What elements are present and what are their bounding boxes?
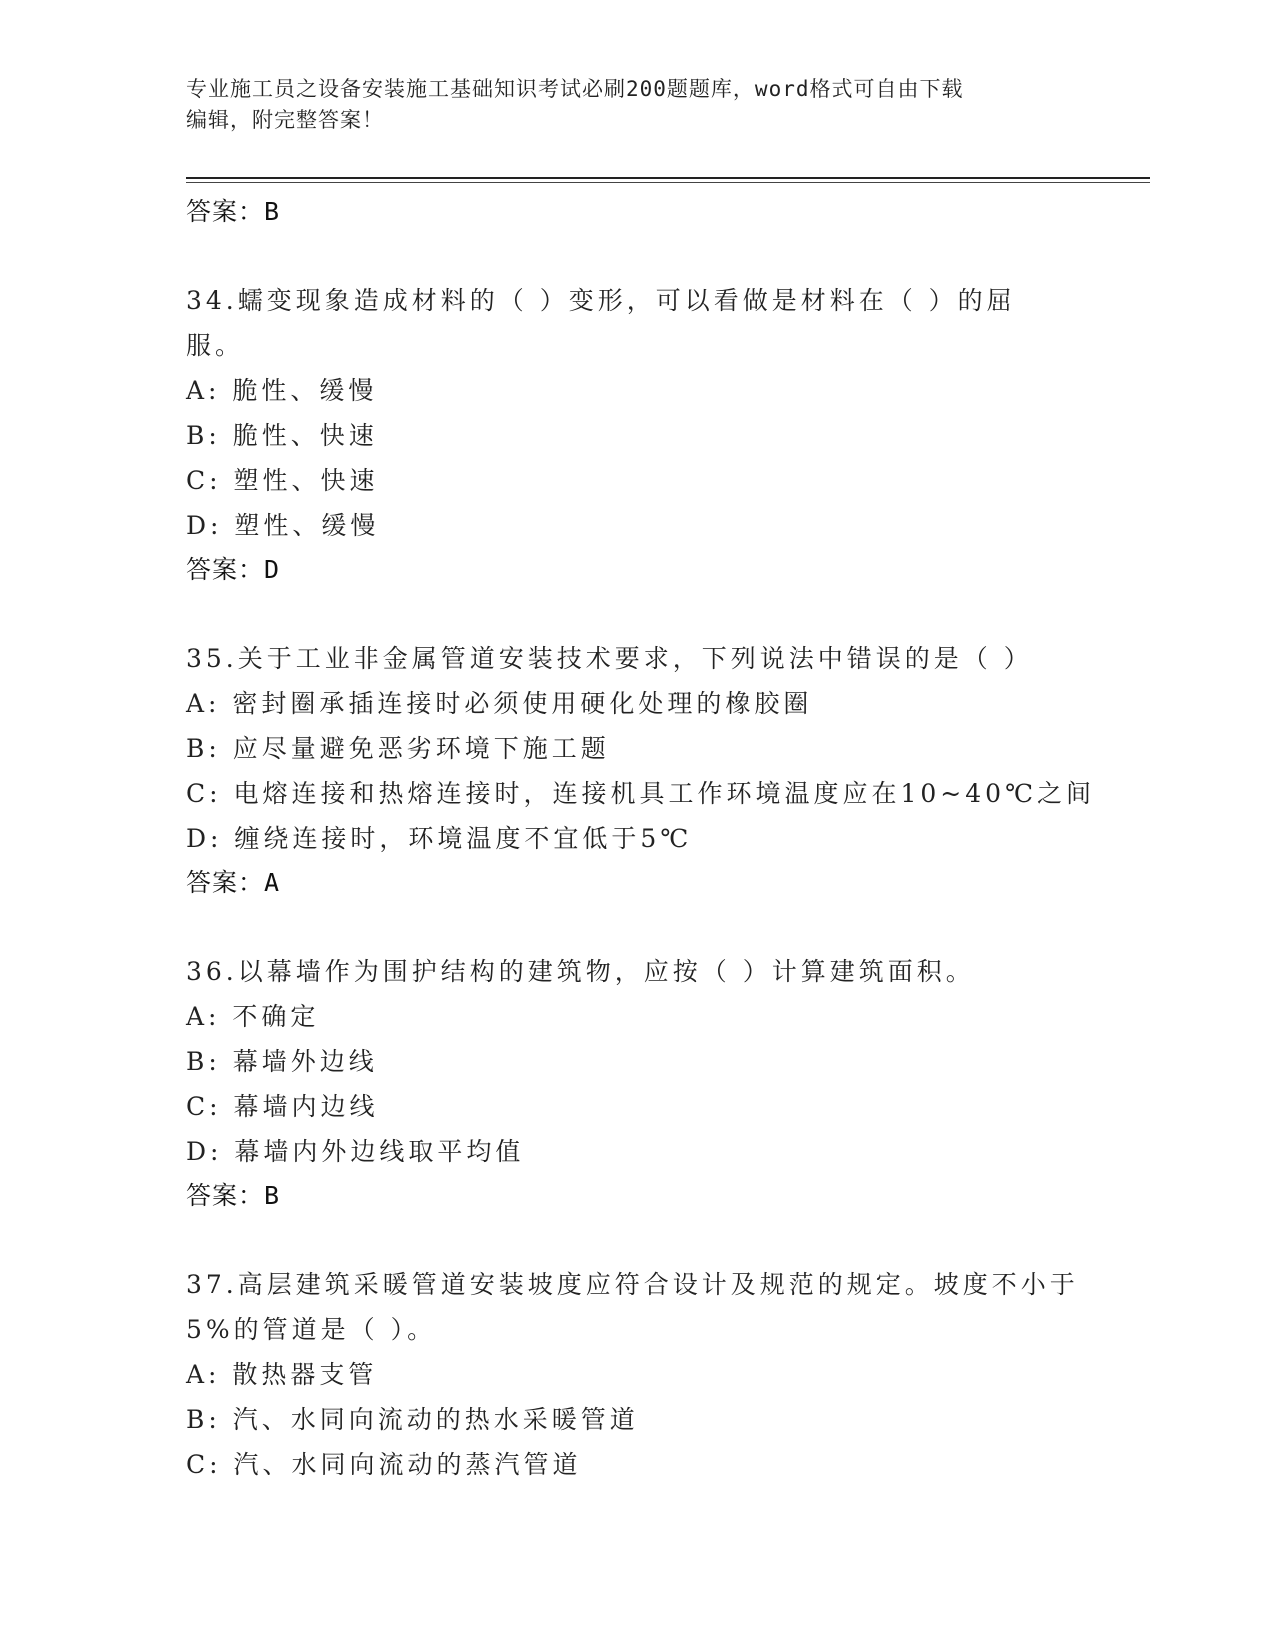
option-b: B: 脆性、快速 (186, 421, 378, 450)
question-stem: 34.蠕变现象造成材料的（ ）变形，可以看做是材料在（ ）的屈服。 (186, 286, 1016, 360)
answer-line: 答案：B (186, 1181, 281, 1210)
question-37 (186, 1262, 1086, 1487)
option-d: D: 塑性、缓慢 (186, 511, 380, 540)
header-divider-thick (186, 177, 1150, 179)
question-stem-line-1: 37.高层建筑采暖管道安装坡度应符合设计及规范的规定。坡度不小于 (186, 1270, 1079, 1299)
question-stem: 35.关于工业非金属管道安装技术要求，下列说法中错误的是（ ） (186, 644, 1033, 673)
option-d: D: 幕墙内外边线取平均值 (186, 1137, 525, 1166)
question-list (186, 190, 1096, 1487)
option-b: B: 幕墙外边线 (186, 1047, 378, 1076)
header-line-1: 专业施工员之设备安装施工基础知识考试必刷200题题库，word格式可自由下载 (186, 77, 964, 101)
option-a: A: 脆性、缓慢 (186, 376, 378, 405)
option-c: C: 幕墙内边线 (186, 1092, 379, 1121)
answer-line: 答案：B (186, 197, 281, 226)
header-divider-thin (186, 182, 1150, 183)
header-line-2: 编辑，附完整答案！ (186, 108, 384, 132)
question-stem-line-2: 5%的管道是（ ）。 (186, 1315, 437, 1344)
question-34 (186, 278, 1086, 592)
question-stem: 36.以幕墙作为围护结构的建筑物，应按（ ）计算建筑面积。 (186, 957, 975, 986)
option-c: C: 塑性、快速 (186, 466, 379, 495)
option-b: B: 汽、水同向流动的热水采暖管道 (186, 1405, 639, 1434)
option-a: A: 不确定 (186, 1002, 320, 1031)
question-35 (186, 636, 1096, 905)
option-c: C: 汽、水同向流动的蒸汽管道 (186, 1450, 582, 1479)
answer-line: 答案：A (186, 868, 281, 897)
document-header (186, 74, 1066, 136)
option-a: A: 散热器支管 (186, 1360, 378, 1389)
answer-line: 答案：D (186, 555, 281, 584)
option-c: C: 电熔连接和热熔连接时，连接机具工作环境温度应在10~40℃之间 (186, 779, 1096, 808)
option-d: D: 缠绕连接时，环境温度不宜低于5℃ (186, 824, 693, 853)
option-a: A: 密封圈承插连接时必须使用硬化处理的橡胶圈 (186, 689, 813, 718)
option-b: B: 应尽量避免恶劣环境下施工题 (186, 734, 610, 763)
question-36 (186, 949, 1086, 1218)
